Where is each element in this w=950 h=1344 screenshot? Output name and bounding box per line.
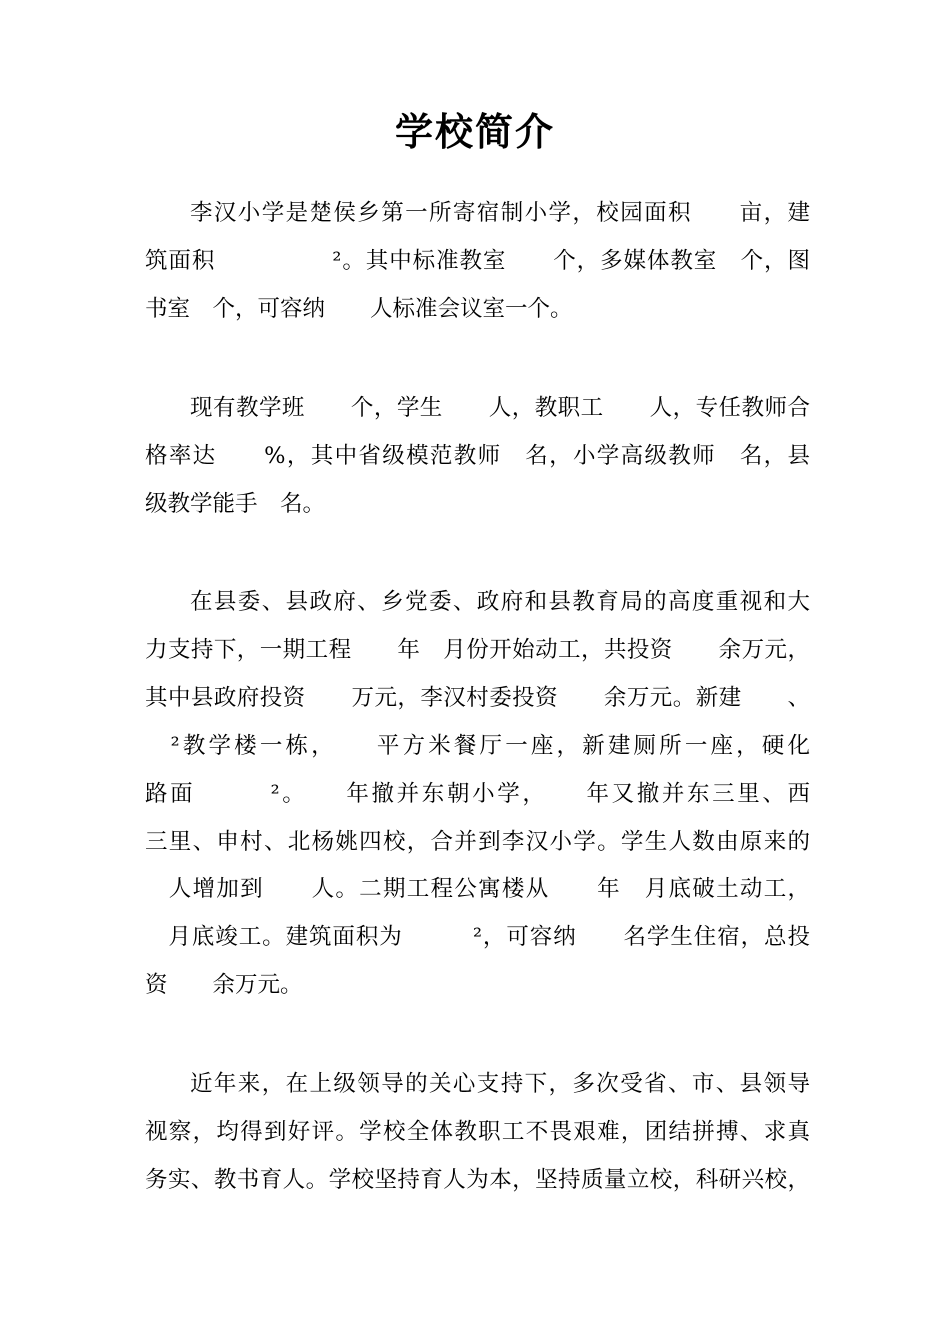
paragraph-3-line-1: 在县委、县政府、乡党委、政府和县教育局的高度重视和大 bbox=[190, 589, 810, 615]
paragraph-3-line-5: 路面 ²。 年撤并东朝小学， 年又撤并东三里、西 bbox=[145, 781, 810, 807]
paragraph-3-line-7: 人增加到 人。二期工程公寓楼从 年 月底破土动工， bbox=[145, 876, 810, 902]
paragraph-3-line-8: 月底竣工。建筑面积为 ²，可容纳 名学生住宿，总投 bbox=[145, 924, 810, 950]
paragraph-1-line-1: 李汉小学是楚侯乡第一所寄宿制小学，校园面积 亩，建 bbox=[190, 200, 810, 226]
paragraph-2-line-2: 格率达 %，其中省级模范教师 名，小学高级教师 名，县 bbox=[145, 443, 810, 469]
paragraph-1-line-2: 筑面积 ²。其中标准教室 个，多媒体教室 个，图 bbox=[145, 248, 810, 274]
paragraph-3-line-4: ²教学楼一栋， 平方米餐厅一座，新建厕所一座，硬化 bbox=[145, 733, 810, 759]
paragraph-4-line-3: 务实、教书育人。学校坚持育人为本，坚持质量立校，科研兴校， bbox=[145, 1167, 810, 1193]
paragraph-1-line-3: 书室 个，可容纳 人标准会议室一个。 bbox=[145, 296, 573, 322]
paragraph-3-line-9: 资 余万元。 bbox=[145, 972, 303, 998]
paragraph-3-line-2: 力支持下，一期工程 年 月份开始动工，共投资 余万元， bbox=[145, 637, 810, 663]
paragraph-2-line-3: 级教学能手 名。 bbox=[145, 491, 326, 517]
paragraph-2-line-1: 现有教学班 个，学生 人，教职工 人，专任教师合 bbox=[190, 395, 810, 421]
paragraph-3-line-3: 其中县政府投资 万元，李汉村委投资 余万元。新建 、 bbox=[145, 685, 810, 711]
paragraph-3-line-6: 三里、申村、北杨姚四校，合并到李汉小学。学生人数由原来的 bbox=[145, 829, 810, 855]
paragraph-4-line-2: 视察，均得到好评。学校全体教职工不畏艰难，团结拼搏、求真 bbox=[145, 1119, 810, 1145]
paragraph-4-line-1: 近年来，在上级领导的关心支持下，多次受省、市、县领导 bbox=[190, 1071, 810, 1097]
page-title: 学校简介 bbox=[394, 110, 555, 154]
